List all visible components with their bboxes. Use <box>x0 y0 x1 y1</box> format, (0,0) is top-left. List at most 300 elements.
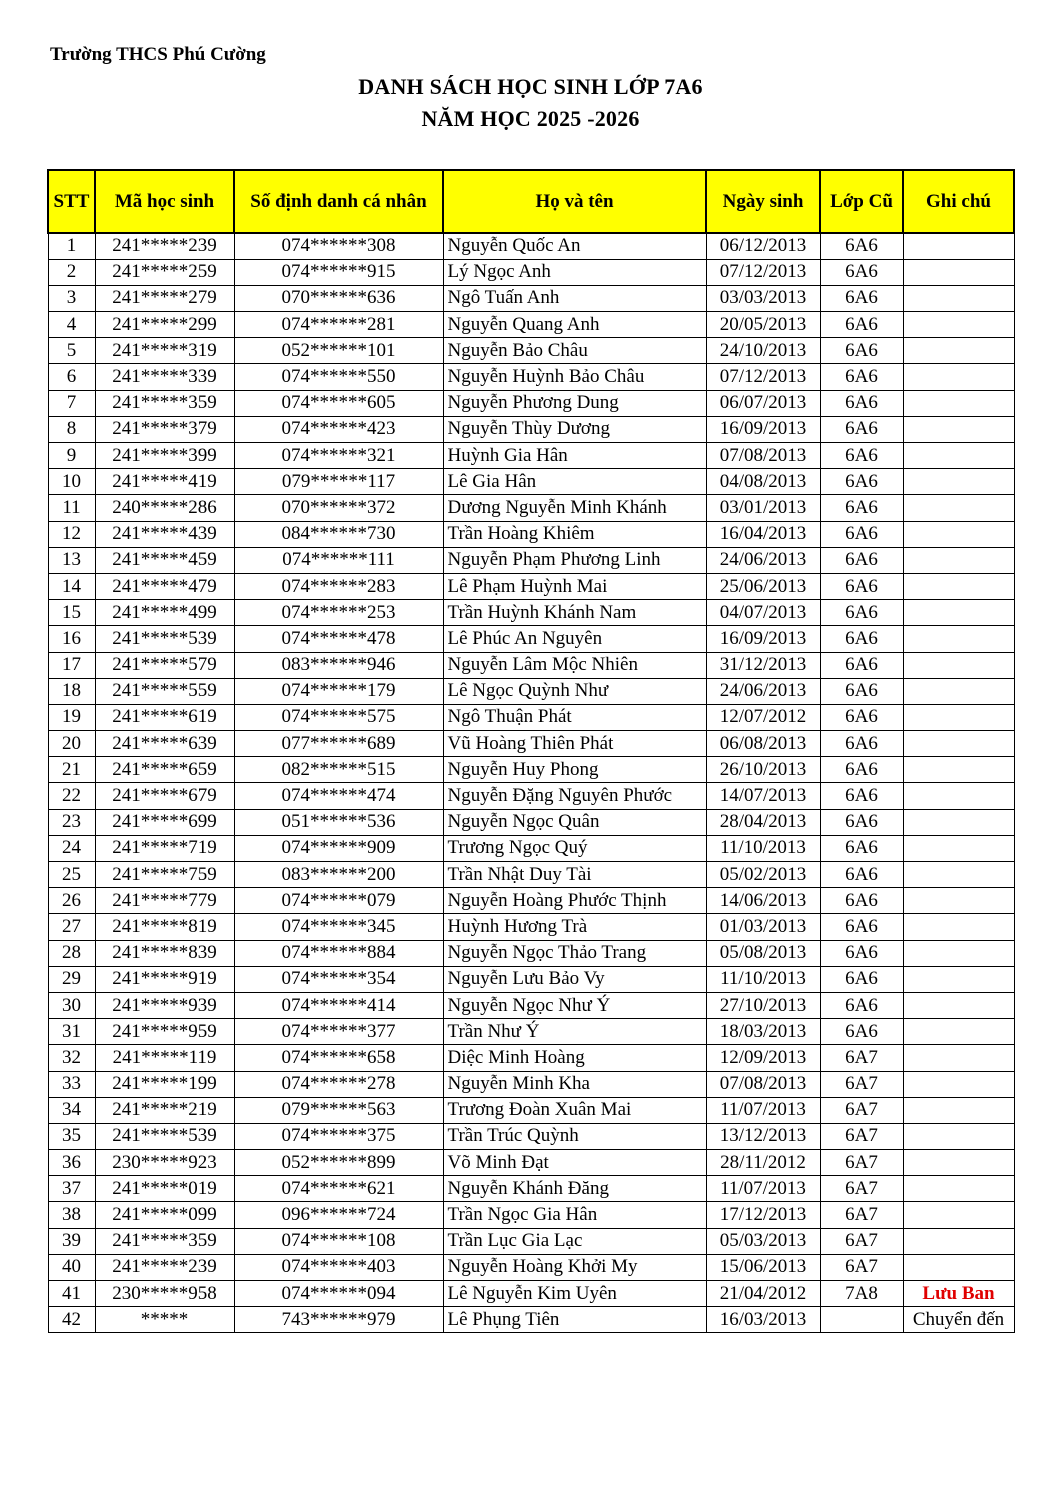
note-cell <box>903 914 1014 940</box>
full-name-cell: Nguyễn Minh Kha <box>443 1071 706 1097</box>
personal-id-cell: 083******200 <box>234 862 443 888</box>
table-row <box>48 364 1014 390</box>
note-cell <box>903 835 1014 861</box>
old-class-cell: 6A6 <box>820 259 903 285</box>
note-cell <box>903 338 1014 364</box>
student-code-cell: 241*****199 <box>95 1071 234 1097</box>
note-cell <box>903 1150 1014 1176</box>
birth-date-cell: 06/08/2013 <box>706 731 820 757</box>
personal-id-cell: 074******414 <box>234 992 443 1018</box>
table-row <box>48 600 1014 626</box>
personal-id-cell: 074******403 <box>234 1254 443 1280</box>
birth-date-cell: 28/04/2013 <box>706 809 820 835</box>
personal-id-cell: 074******575 <box>234 704 443 730</box>
stt-cell: 27 <box>48 914 95 940</box>
table-row <box>48 835 1014 861</box>
col-header-note: Ghi chú <box>903 170 1014 233</box>
student-code-cell: 241*****779 <box>95 888 234 914</box>
stt-cell: 16 <box>48 626 95 652</box>
table-row <box>48 521 1014 547</box>
old-class-cell: 6A6 <box>820 992 903 1018</box>
full-name-cell: Ngô Thuận Phát <box>443 704 706 730</box>
note-cell <box>903 940 1014 966</box>
student-code-cell: 241*****579 <box>95 652 234 678</box>
personal-id-cell: 074******915 <box>234 259 443 285</box>
table-row <box>48 573 1014 599</box>
old-class-cell: 6A6 <box>820 940 903 966</box>
stt-cell: 24 <box>48 835 95 861</box>
personal-id-cell: 070******636 <box>234 285 443 311</box>
stt-cell: 2 <box>48 259 95 285</box>
old-class-cell: 6A6 <box>820 809 903 835</box>
personal-id-cell: 074******094 <box>234 1281 443 1307</box>
table-row <box>48 1150 1014 1176</box>
personal-id-cell: 074******423 <box>234 416 443 442</box>
col-header-student-code: Mã học sinh <box>95 170 234 233</box>
stt-cell: 4 <box>48 312 95 338</box>
full-name-cell: Trần Lục Gia Lạc <box>443 1228 706 1254</box>
birth-date-cell: 04/07/2013 <box>706 600 820 626</box>
personal-id-cell: 077******689 <box>234 731 443 757</box>
student-code-cell: 241*****239 <box>95 1254 234 1280</box>
student-code-cell: 241*****339 <box>95 364 234 390</box>
table-row <box>48 940 1014 966</box>
personal-id-cell: 074******179 <box>234 678 443 704</box>
birth-date-cell: 06/07/2013 <box>706 390 820 416</box>
note-cell <box>903 495 1014 521</box>
full-name-cell: Diệc Minh Hoàng <box>443 1045 706 1071</box>
student-code-cell: 241*****259 <box>95 259 234 285</box>
table-row <box>48 469 1014 495</box>
stt-cell: 3 <box>48 285 95 311</box>
birth-date-cell: 11/10/2013 <box>706 966 820 992</box>
table-row <box>48 992 1014 1018</box>
student-code-cell: 230*****923 <box>95 1150 234 1176</box>
table-row <box>48 443 1014 469</box>
student-code-cell: 241*****299 <box>95 312 234 338</box>
note-cell <box>903 573 1014 599</box>
full-name-cell: Nguyễn Thùy Dương <box>443 416 706 442</box>
student-code-cell: 241*****439 <box>95 521 234 547</box>
full-name-cell: Trần Nhật Duy Tài <box>443 862 706 888</box>
old-class-cell: 6A7 <box>820 1045 903 1071</box>
table-row <box>48 809 1014 835</box>
birth-date-cell: 11/07/2013 <box>706 1176 820 1202</box>
birth-date-cell: 17/12/2013 <box>706 1202 820 1228</box>
birth-date-cell: 14/06/2013 <box>706 888 820 914</box>
birth-date-cell: 05/03/2013 <box>706 1228 820 1254</box>
stt-cell: 12 <box>48 521 95 547</box>
stt-cell: 42 <box>48 1307 95 1333</box>
full-name-cell: Võ Minh Đạt <box>443 1150 706 1176</box>
personal-id-cell: 052******899 <box>234 1150 443 1176</box>
student-code-cell: 241*****919 <box>95 966 234 992</box>
stt-cell: 8 <box>48 416 95 442</box>
old-class-cell: 6A6 <box>820 914 903 940</box>
student-code-cell: 241*****819 <box>95 914 234 940</box>
stt-cell: 34 <box>48 1097 95 1123</box>
birth-date-cell: 04/08/2013 <box>706 469 820 495</box>
full-name-cell: Trần Trúc Quỳnh <box>443 1123 706 1149</box>
full-name-cell: Nguyễn Phạm Phương Linh <box>443 547 706 573</box>
full-name-cell: Lê Nguyễn Kim Uyên <box>443 1281 706 1307</box>
note-cell <box>903 1097 1014 1123</box>
document-title: DANH SÁCH HỌC SINH LỚP 7A6 <box>358 74 703 99</box>
table-row <box>48 1202 1014 1228</box>
table-row <box>48 1254 1014 1280</box>
full-name-cell: Nguyễn Lưu Bảo Vy <box>443 966 706 992</box>
note-cell <box>903 364 1014 390</box>
note-cell <box>903 233 1014 259</box>
old-class-cell: 6A6 <box>820 783 903 809</box>
personal-id-cell: 082******515 <box>234 757 443 783</box>
birth-date-cell: 03/01/2013 <box>706 495 820 521</box>
student-code-cell: 241*****539 <box>95 1123 234 1149</box>
stt-cell: 5 <box>48 338 95 364</box>
note-cell <box>903 600 1014 626</box>
personal-id-cell: 051******536 <box>234 809 443 835</box>
personal-id-cell: 074******375 <box>234 1123 443 1149</box>
table-row <box>48 914 1014 940</box>
table-row <box>48 547 1014 573</box>
birth-date-cell: 03/03/2013 <box>706 285 820 311</box>
student-code-cell: 241*****459 <box>95 547 234 573</box>
personal-id-cell: 074******281 <box>234 312 443 338</box>
stt-cell: 14 <box>48 573 95 599</box>
birth-date-cell: 20/05/2013 <box>706 312 820 338</box>
student-code-cell: 241*****539 <box>95 626 234 652</box>
full-name-cell: Nguyễn Hoàng Khởi My <box>443 1254 706 1280</box>
stt-cell: 23 <box>48 809 95 835</box>
stt-cell: 13 <box>48 547 95 573</box>
full-name-cell: Nguyễn Ngọc Quân <box>443 809 706 835</box>
table-row <box>48 259 1014 285</box>
stt-cell: 26 <box>48 888 95 914</box>
student-code-cell: 241*****639 <box>95 731 234 757</box>
full-name-cell: Nguyễn Huỳnh Bảo Châu <box>443 364 706 390</box>
note-cell <box>903 888 1014 914</box>
old-class-cell: 7A8 <box>820 1281 903 1307</box>
student-code-cell: 241*****119 <box>95 1045 234 1071</box>
birth-date-cell: 16/09/2013 <box>706 626 820 652</box>
student-code-cell: 241*****219 <box>95 1097 234 1123</box>
old-class-cell: 6A6 <box>820 547 903 573</box>
stt-cell: 35 <box>48 1123 95 1149</box>
birth-date-cell: 27/10/2013 <box>706 992 820 1018</box>
stt-cell: 33 <box>48 1071 95 1097</box>
personal-id-cell: 074******111 <box>234 547 443 573</box>
old-class-cell: 6A6 <box>820 573 903 599</box>
full-name-cell: Nguyễn Bảo Châu <box>443 338 706 364</box>
table-row <box>48 888 1014 914</box>
full-name-cell: Nguyễn Ngọc Thảo Trang <box>443 940 706 966</box>
note-cell <box>903 285 1014 311</box>
note-cell <box>903 1123 1014 1149</box>
stt-cell: 31 <box>48 1019 95 1045</box>
old-class-cell: 6A6 <box>820 469 903 495</box>
note-cell <box>903 678 1014 704</box>
stt-cell: 20 <box>48 731 95 757</box>
personal-id-cell: 074******909 <box>234 835 443 861</box>
full-name-cell: Nguyễn Hoàng Phước Thịnh <box>443 888 706 914</box>
student-code-cell: 241*****279 <box>95 285 234 311</box>
note-cell <box>903 704 1014 730</box>
table-header-row <box>48 170 1014 233</box>
birth-date-cell: 15/06/2013 <box>706 1254 820 1280</box>
old-class-cell: 6A6 <box>820 757 903 783</box>
note-cell <box>903 521 1014 547</box>
note-cell <box>903 390 1014 416</box>
stt-cell: 36 <box>48 1150 95 1176</box>
stt-cell: 40 <box>48 1254 95 1280</box>
old-class-cell <box>820 1307 903 1333</box>
birth-date-cell: 14/07/2013 <box>706 783 820 809</box>
student-code-cell: ***** <box>95 1307 234 1333</box>
personal-id-cell: 070******372 <box>234 495 443 521</box>
old-class-cell: 6A6 <box>820 233 903 259</box>
birth-date-cell: 24/06/2013 <box>706 678 820 704</box>
personal-id-cell: 074******278 <box>234 1071 443 1097</box>
birth-date-cell: 16/03/2013 <box>706 1307 820 1333</box>
col-header-old-class: Lớp Cũ <box>820 170 903 233</box>
birth-date-cell: 31/12/2013 <box>706 652 820 678</box>
table-row <box>48 1228 1014 1254</box>
birth-date-cell: 11/07/2013 <box>706 1097 820 1123</box>
birth-date-cell: 11/10/2013 <box>706 835 820 861</box>
personal-id-cell: 074******079 <box>234 888 443 914</box>
old-class-cell: 6A6 <box>820 1019 903 1045</box>
birth-date-cell: 24/10/2013 <box>706 338 820 364</box>
personal-id-cell: 074******345 <box>234 914 443 940</box>
personal-id-cell: 074******108 <box>234 1228 443 1254</box>
personal-id-cell: 074******658 <box>234 1045 443 1071</box>
stt-cell: 7 <box>48 390 95 416</box>
birth-date-cell: 21/04/2012 <box>706 1281 820 1307</box>
note-cell <box>903 1176 1014 1202</box>
personal-id-cell: 084******730 <box>234 521 443 547</box>
note-cell <box>903 443 1014 469</box>
personal-id-cell: 079******563 <box>234 1097 443 1123</box>
table-row <box>48 1307 1014 1333</box>
personal-id-cell: 074******478 <box>234 626 443 652</box>
old-class-cell: 6A6 <box>820 416 903 442</box>
old-class-cell: 6A7 <box>820 1228 903 1254</box>
birth-date-cell: 07/08/2013 <box>706 443 820 469</box>
student-code-cell: 241*****679 <box>95 783 234 809</box>
full-name-cell: Nguyễn Đặng Nguyên Phước <box>443 783 706 809</box>
full-name-cell: Nguyễn Quốc An <box>443 233 706 259</box>
full-name-cell: Vũ Hoàng Thiên Phát <box>443 731 706 757</box>
birth-date-cell: 07/12/2013 <box>706 259 820 285</box>
table-row <box>48 1071 1014 1097</box>
student-code-cell: 241*****479 <box>95 573 234 599</box>
student-code-cell: 241*****319 <box>95 338 234 364</box>
old-class-cell: 6A6 <box>820 390 903 416</box>
old-class-cell: 6A6 <box>820 600 903 626</box>
col-header-personal-id: Số định danh cá nhân <box>234 170 443 233</box>
student-table <box>47 169 1015 1333</box>
personal-id-cell: 074******621 <box>234 1176 443 1202</box>
table-row <box>48 783 1014 809</box>
note-cell: Lưu Ban <box>903 1281 1014 1307</box>
stt-cell: 18 <box>48 678 95 704</box>
table-row <box>48 966 1014 992</box>
full-name-cell: Huỳnh Gia Hân <box>443 443 706 469</box>
note-cell <box>903 783 1014 809</box>
student-code-cell: 241*****419 <box>95 469 234 495</box>
old-class-cell: 6A7 <box>820 1254 903 1280</box>
student-code-cell: 241*****379 <box>95 416 234 442</box>
note-cell <box>903 1254 1014 1280</box>
table-row <box>48 1176 1014 1202</box>
birth-date-cell: 25/06/2013 <box>706 573 820 599</box>
personal-id-cell: 074******605 <box>234 390 443 416</box>
old-class-cell: 6A6 <box>820 626 903 652</box>
old-class-cell: 6A6 <box>820 678 903 704</box>
birth-date-cell: 24/06/2013 <box>706 547 820 573</box>
stt-cell: 6 <box>48 364 95 390</box>
stt-cell: 17 <box>48 652 95 678</box>
full-name-cell: Huỳnh Hương Trà <box>443 914 706 940</box>
personal-id-cell: 074******474 <box>234 783 443 809</box>
student-code-cell: 241*****559 <box>95 678 234 704</box>
student-code-cell: 241*****839 <box>95 940 234 966</box>
birth-date-cell: 12/07/2012 <box>706 704 820 730</box>
table-row <box>48 1097 1014 1123</box>
personal-id-cell: 083******946 <box>234 652 443 678</box>
table-row <box>48 233 1014 259</box>
stt-cell: 38 <box>48 1202 95 1228</box>
full-name-cell: Trần Ngọc Gia Hân <box>443 1202 706 1228</box>
full-name-cell: Lê Gia Hân <box>443 469 706 495</box>
table-row <box>48 312 1014 338</box>
old-class-cell: 6A7 <box>820 1202 903 1228</box>
table-row <box>48 285 1014 311</box>
student-code-cell: 230*****958 <box>95 1281 234 1307</box>
personal-id-cell: 074******321 <box>234 443 443 469</box>
old-class-cell: 6A6 <box>820 495 903 521</box>
stt-cell: 39 <box>48 1228 95 1254</box>
old-class-cell: 6A6 <box>820 312 903 338</box>
old-class-cell: 6A6 <box>820 835 903 861</box>
personal-id-cell: 052******101 <box>234 338 443 364</box>
table-row <box>48 1123 1014 1149</box>
full-name-cell: Nguyễn Lâm Mộc Nhiên <box>443 652 706 678</box>
personal-id-cell: 743******979 <box>234 1307 443 1333</box>
old-class-cell: 6A6 <box>820 888 903 914</box>
table-body <box>48 233 1014 1333</box>
student-code-cell: 241*****399 <box>95 443 234 469</box>
old-class-cell: 6A7 <box>820 1071 903 1097</box>
full-name-cell: Nguyễn Quang Anh <box>443 312 706 338</box>
col-header-birth-date: Ngày sinh <box>706 170 820 233</box>
stt-cell: 32 <box>48 1045 95 1071</box>
note-cell <box>903 469 1014 495</box>
personal-id-cell: 074******308 <box>234 233 443 259</box>
old-class-cell: 6A6 <box>820 652 903 678</box>
old-class-cell: 6A6 <box>820 338 903 364</box>
note-cell <box>903 312 1014 338</box>
note-cell <box>903 626 1014 652</box>
birth-date-cell: 12/09/2013 <box>706 1045 820 1071</box>
student-code-cell: 241*****619 <box>95 704 234 730</box>
full-name-cell: Nguyễn Ngọc Như Ý <box>443 992 706 1018</box>
old-class-cell: 6A7 <box>820 1176 903 1202</box>
student-code-cell: 241*****239 <box>95 233 234 259</box>
note-cell: Chuyển đến <box>903 1307 1014 1333</box>
stt-cell: 41 <box>48 1281 95 1307</box>
stt-cell: 28 <box>48 940 95 966</box>
old-class-cell: 6A6 <box>820 731 903 757</box>
table-row <box>48 678 1014 704</box>
old-class-cell: 6A7 <box>820 1123 903 1149</box>
table-row <box>48 1045 1014 1071</box>
col-header-full-name: Họ và tên <box>443 170 706 233</box>
birth-date-cell: 07/08/2013 <box>706 1071 820 1097</box>
full-name-cell: Trương Ngọc Quý <box>443 835 706 861</box>
old-class-cell: 6A6 <box>820 966 903 992</box>
table-row <box>48 862 1014 888</box>
stt-cell: 15 <box>48 600 95 626</box>
birth-date-cell: 05/02/2013 <box>706 862 820 888</box>
birth-date-cell: 26/10/2013 <box>706 757 820 783</box>
full-name-cell: Nguyễn Phương Dung <box>443 390 706 416</box>
full-name-cell: Dương Nguyễn Minh Khánh <box>443 495 706 521</box>
birth-date-cell: 05/08/2013 <box>706 940 820 966</box>
student-code-cell: 241*****019 <box>95 1176 234 1202</box>
note-cell <box>903 652 1014 678</box>
old-class-cell: 6A6 <box>820 443 903 469</box>
personal-id-cell: 074******377 <box>234 1019 443 1045</box>
table-row <box>48 626 1014 652</box>
student-code-cell: 241*****359 <box>95 390 234 416</box>
table-row <box>48 338 1014 364</box>
full-name-cell: Lê Ngọc Quỳnh Như <box>443 678 706 704</box>
full-name-cell: Trần Huỳnh Khánh Nam <box>443 600 706 626</box>
stt-cell: 10 <box>48 469 95 495</box>
student-code-cell: 241*****959 <box>95 1019 234 1045</box>
full-name-cell: Lê Phúc An Nguyên <box>443 626 706 652</box>
note-cell <box>903 966 1014 992</box>
note-cell <box>903 809 1014 835</box>
birth-date-cell: 13/12/2013 <box>706 1123 820 1149</box>
old-class-cell: 6A6 <box>820 285 903 311</box>
school-year: NĂM HỌC 2025 -2026 <box>421 106 640 131</box>
full-name-cell: Lê Phụng Tiên <box>443 1307 706 1333</box>
school-name: Trường THCS Phú Cường <box>50 44 266 65</box>
old-class-cell: 6A6 <box>820 364 903 390</box>
personal-id-cell: 096******724 <box>234 1202 443 1228</box>
stt-cell: 29 <box>48 966 95 992</box>
full-name-cell: Nguyễn Huy Phong <box>443 757 706 783</box>
stt-cell: 1 <box>48 233 95 259</box>
note-cell <box>903 547 1014 573</box>
note-cell <box>903 757 1014 783</box>
student-code-cell: 241*****659 <box>95 757 234 783</box>
table-row <box>48 1281 1014 1307</box>
table-row <box>48 757 1014 783</box>
stt-cell: 19 <box>48 704 95 730</box>
old-class-cell: 6A7 <box>820 1150 903 1176</box>
personal-id-cell: 074******884 <box>234 940 443 966</box>
stt-cell: 37 <box>48 1176 95 1202</box>
old-class-cell: 6A6 <box>820 704 903 730</box>
personal-id-cell: 074******354 <box>234 966 443 992</box>
full-name-cell: Trần Hoàng Khiêm <box>443 521 706 547</box>
table-row <box>48 731 1014 757</box>
student-code-cell: 241*****359 <box>95 1228 234 1254</box>
birth-date-cell: 16/04/2013 <box>706 521 820 547</box>
